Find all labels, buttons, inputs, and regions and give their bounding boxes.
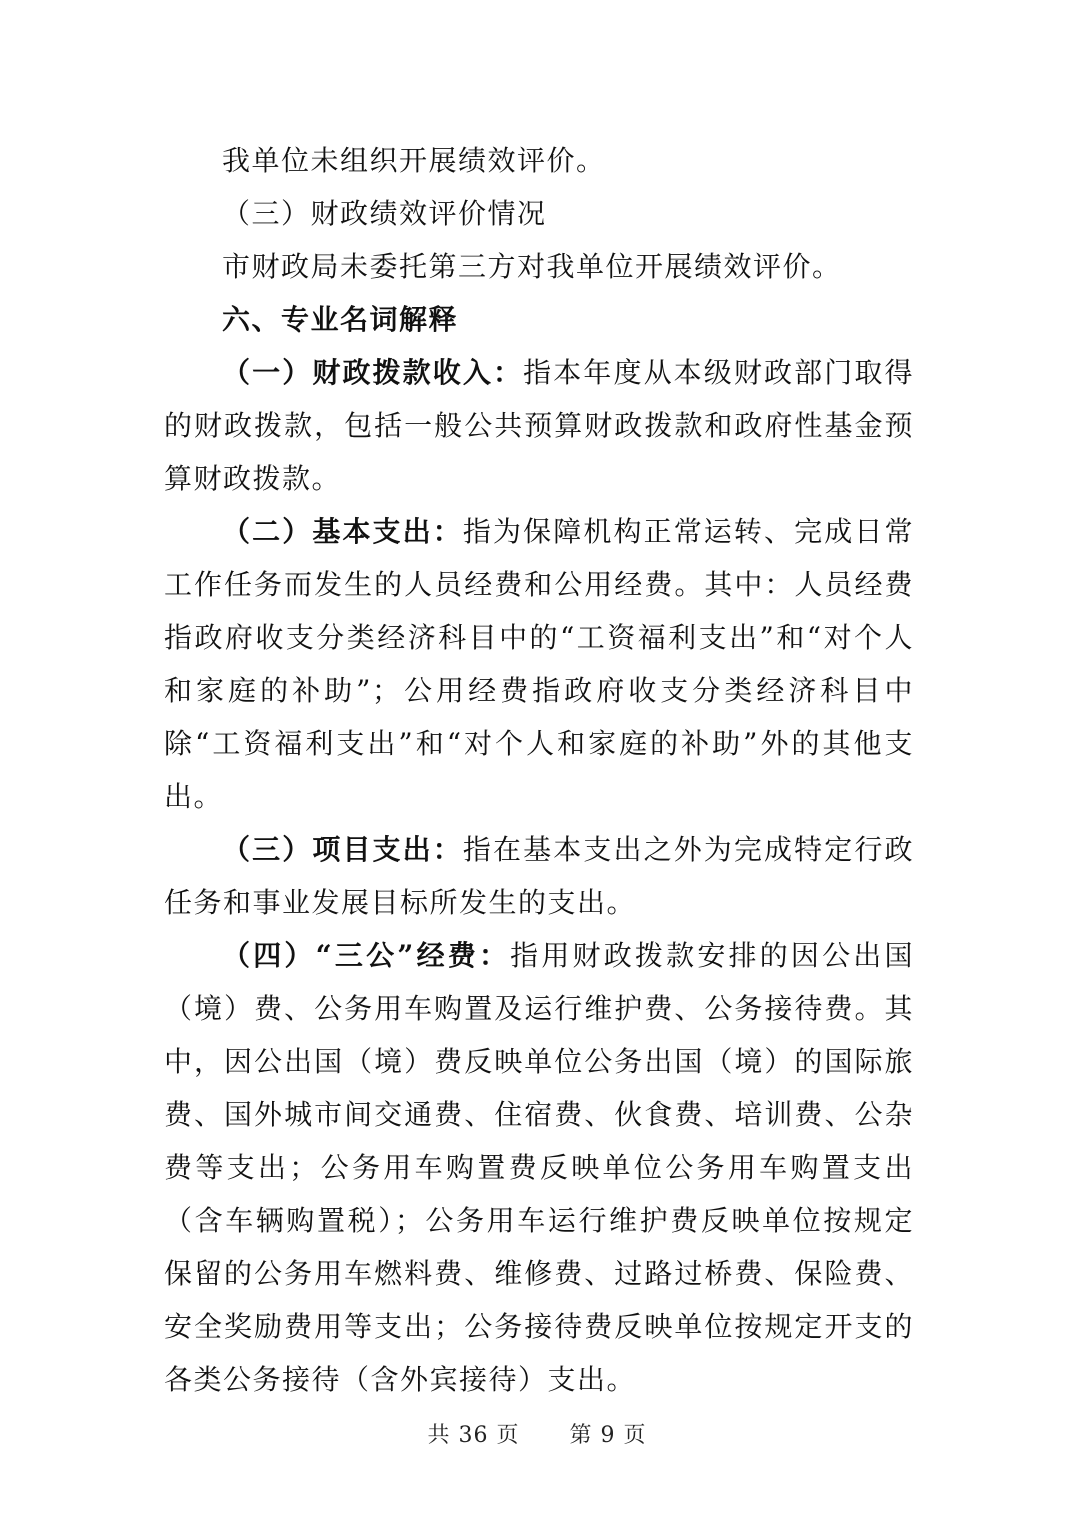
definition-project-expenditure (164, 823, 914, 929)
definition-text: 指在基本支出之外为完成特定行政任务和事业发展目标所发生的支出。 (164, 833, 914, 919)
section-heading-terminology (164, 293, 914, 346)
paragraph-fiscal-evaluation-status (164, 240, 914, 293)
definition-fiscal-appropriation-income (164, 346, 914, 505)
document-body (164, 134, 914, 1406)
definition-text: 指本年度从本级财政部门取得的财政拨款，包括一般公共预算财政拨款和政府性基金预算财政拨款。 (164, 356, 914, 495)
paragraph-text: 市财政局未委托第三方对我单位开展绩效评价。 (222, 250, 842, 283)
section-heading-text: 六、专业名词解释 (222, 303, 459, 336)
definition-term: （一）财政拨款收入： (222, 356, 524, 389)
subheading-text: （三）财政绩效评价情况 (222, 197, 547, 230)
definition-term: （四）“三公”经费： (222, 939, 511, 972)
subheading-fiscal-performance-evaluation (164, 187, 914, 240)
paragraph-performance-self-evaluation (164, 134, 914, 187)
total-pages-label: 共 36 页 (427, 1423, 520, 1448)
definition-basic-expenditure (164, 505, 914, 823)
page-footer (0, 1418, 1074, 1449)
definition-three-public-expenses (164, 929, 914, 1406)
definition-term: （二）基本支出： (222, 515, 463, 548)
definition-term: （三）项目支出： (222, 833, 463, 866)
current-page-label: 第 9 页 (569, 1423, 647, 1448)
definition-text: 指为保障机构正常运转、完成日常工作任务而发生的人员经费和公用经费。其中：人员经费指政府收支分类经济科目中的“工资福利支出”和“对个人和家庭的补助”；公用经费指政府收支分类经济科目中除“工资福利支出”和“对个人和家庭的补助”外的其他支出。 (164, 515, 914, 813)
paragraph-text: 我单位未组织开展绩效评价。 (222, 144, 606, 177)
definition-text: 指用财政拨款安排的因公出国（境）费、公务用车购置及运行维护费、公务接待费。其中，因公出国（境）费反映单位公务出国（境）的国际旅费、国外城市间交通费、住宿费、伙食费、培训费、公杂费等支出；公务用车购置费反映单位公务用车购置支出（含车辆购置税）；公务用车运行维护费反映单位按规定保留的公务用车燃料费、维修费、过路过桥费、保险费、安全奖励费用等支出；公务接待费反映单位按规定开支的各类公务接待（含外宾接待）支出。 (164, 939, 914, 1396)
